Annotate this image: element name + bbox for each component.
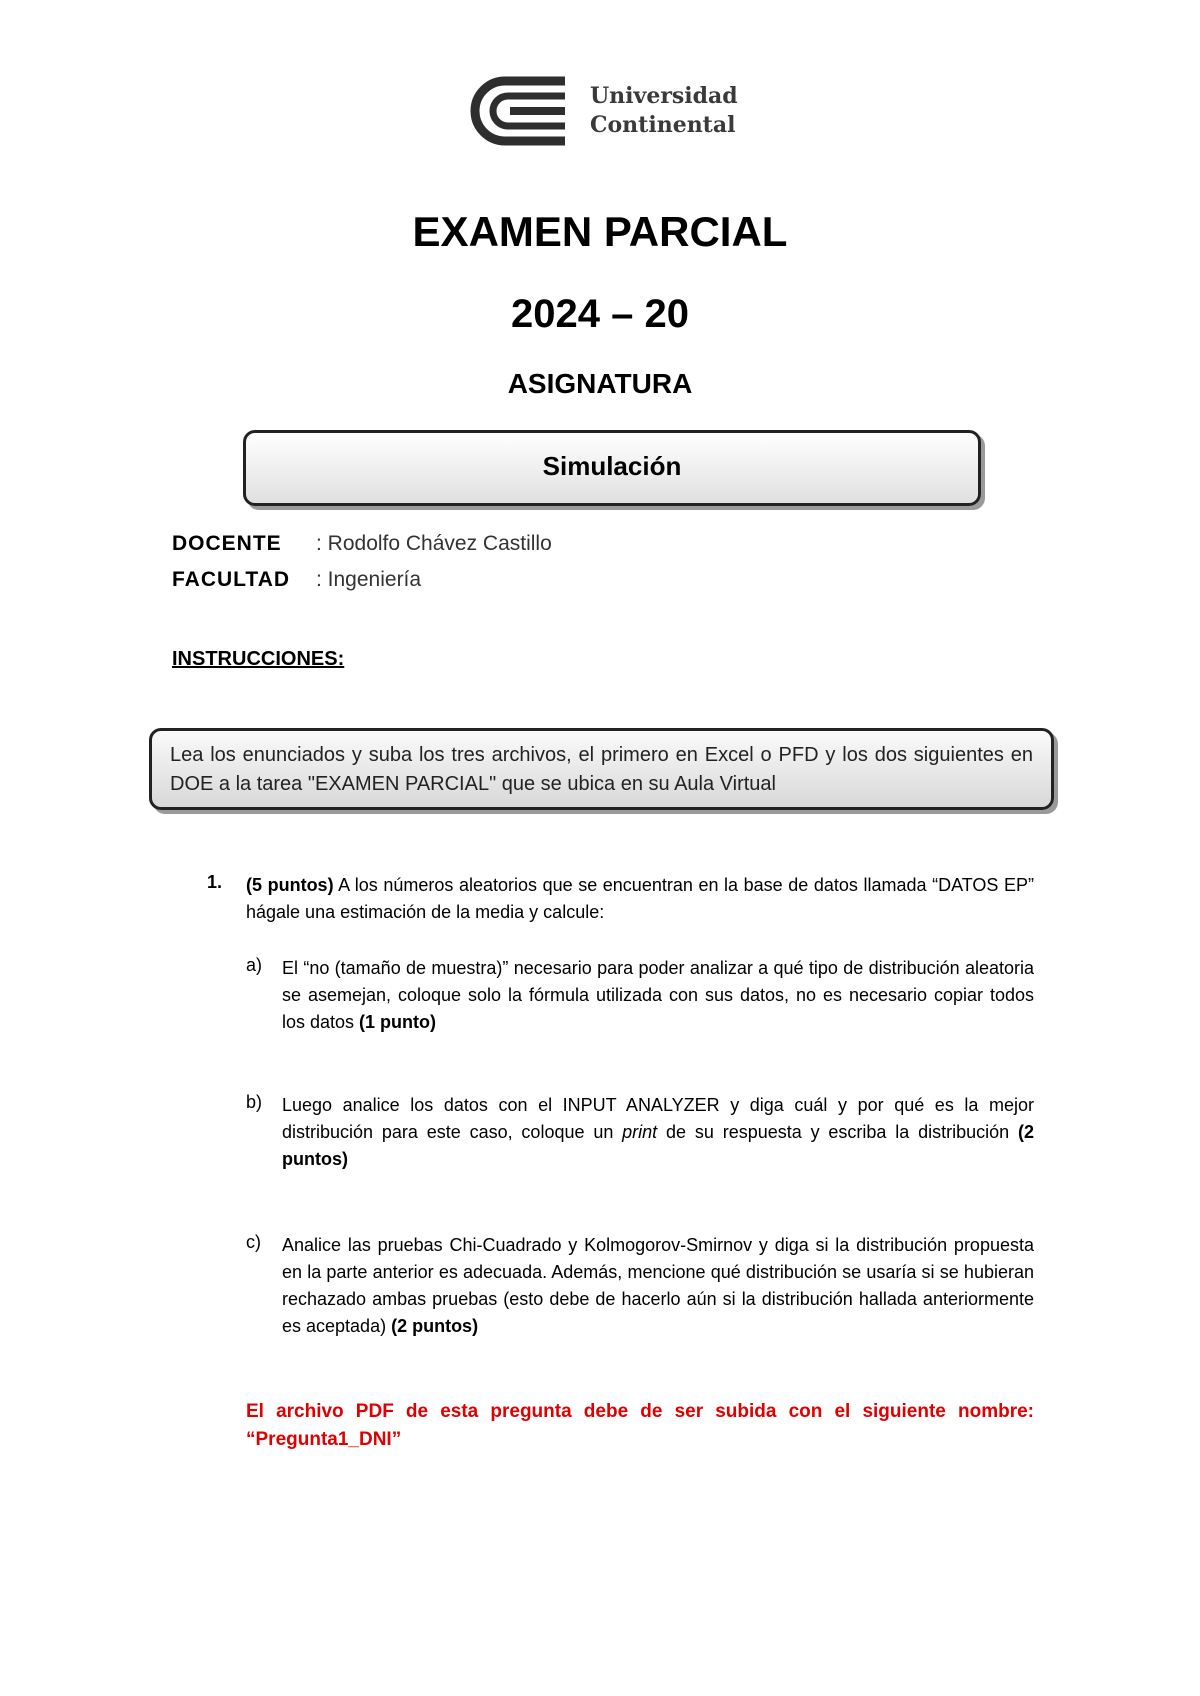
exam-period: 2024 – 20: [511, 292, 689, 336]
item-b-points: (2 puntos): [282, 1122, 1034, 1169]
item-b-text: [282, 1092, 1034, 1173]
subject-box: [243, 430, 981, 506]
item-c-statement: Analice las pruebas Chi-Cuadrado y Kolmogorov-Smirnov y diga si la distribución propuesta en la parte anterior es adecuada. Además, mencione qué distribución se usaría si se hubieran rechazado ambas pruebas (esto debe de hacerlo aún si la distribución hallada anteriormente es aceptada): [282, 1235, 1034, 1336]
item-b-statement-2: de su respuesta y escriba la distribución: [657, 1122, 1018, 1142]
item-a-statement: El “no (tamaño de muestra)” necesario para poder analizar a qué tipo de distribución aleatoria se asemejan, coloque solo la fórmula utilizada con sus datos, no es necesario copiar todos los datos: [282, 958, 1034, 1032]
logo-line-1: Universidad: [590, 83, 738, 109]
upload-note: El archivo PDF de esta pregunta debe de ser subida con el siguiente nombre: “Pregunta1_DNI”: [246, 1401, 1034, 1450]
question-points: (5 puntos): [246, 875, 334, 895]
logo-line-2: Continental: [590, 112, 736, 138]
item-c-label: c): [246, 1232, 261, 1252]
item-a-label: a): [246, 955, 263, 975]
subject-name: Simulación: [542, 451, 682, 481]
logo-mark-icon: [470, 76, 580, 146]
instructions-heading: INSTRUCCIONES:: [172, 648, 345, 670]
item-c-text: [282, 1232, 1034, 1340]
subject-heading: ASIGNATURA: [507, 368, 693, 399]
item-b-italic: print: [622, 1122, 658, 1142]
instructions-box: [149, 728, 1054, 810]
instructions-text: Lea los enunciados y suba los tres archivos, el primero en Excel o PFD y los dos siguientes en DOE a la tarea "EXAMEN PARCIAL" que se ubica en su Aula Virtual: [170, 744, 1033, 795]
item-b-label: b): [246, 1092, 263, 1112]
question-number: 1.: [207, 872, 223, 892]
facultad-label: FACULTAD: [172, 568, 291, 591]
university-logo: [470, 76, 750, 146]
logo-text: [590, 82, 738, 140]
docente-value: : Rodolfo Chávez Castillo: [316, 532, 552, 555]
facultad-value: : Ingeniería: [316, 568, 422, 591]
item-a-points: (1 punto): [359, 1012, 437, 1032]
docente-label: DOCENTE: [172, 532, 282, 555]
exam-title: EXAMEN PARCIAL: [412, 208, 788, 255]
question-text: [246, 872, 1034, 926]
item-a-text: [282, 955, 1034, 1036]
item-b-statement-1: Luego analice los datos con el INPUT ANALYZER y diga cuál y por qué es la mejor distribución para este caso, coloque un: [282, 1095, 1034, 1142]
item-c-points: (2 puntos): [391, 1316, 479, 1336]
question-statement: A los números aleatorios que se encuentran en la base de datos llamada “DATOS EP” hágale una estimación de la media y calcule:: [246, 875, 1034, 922]
